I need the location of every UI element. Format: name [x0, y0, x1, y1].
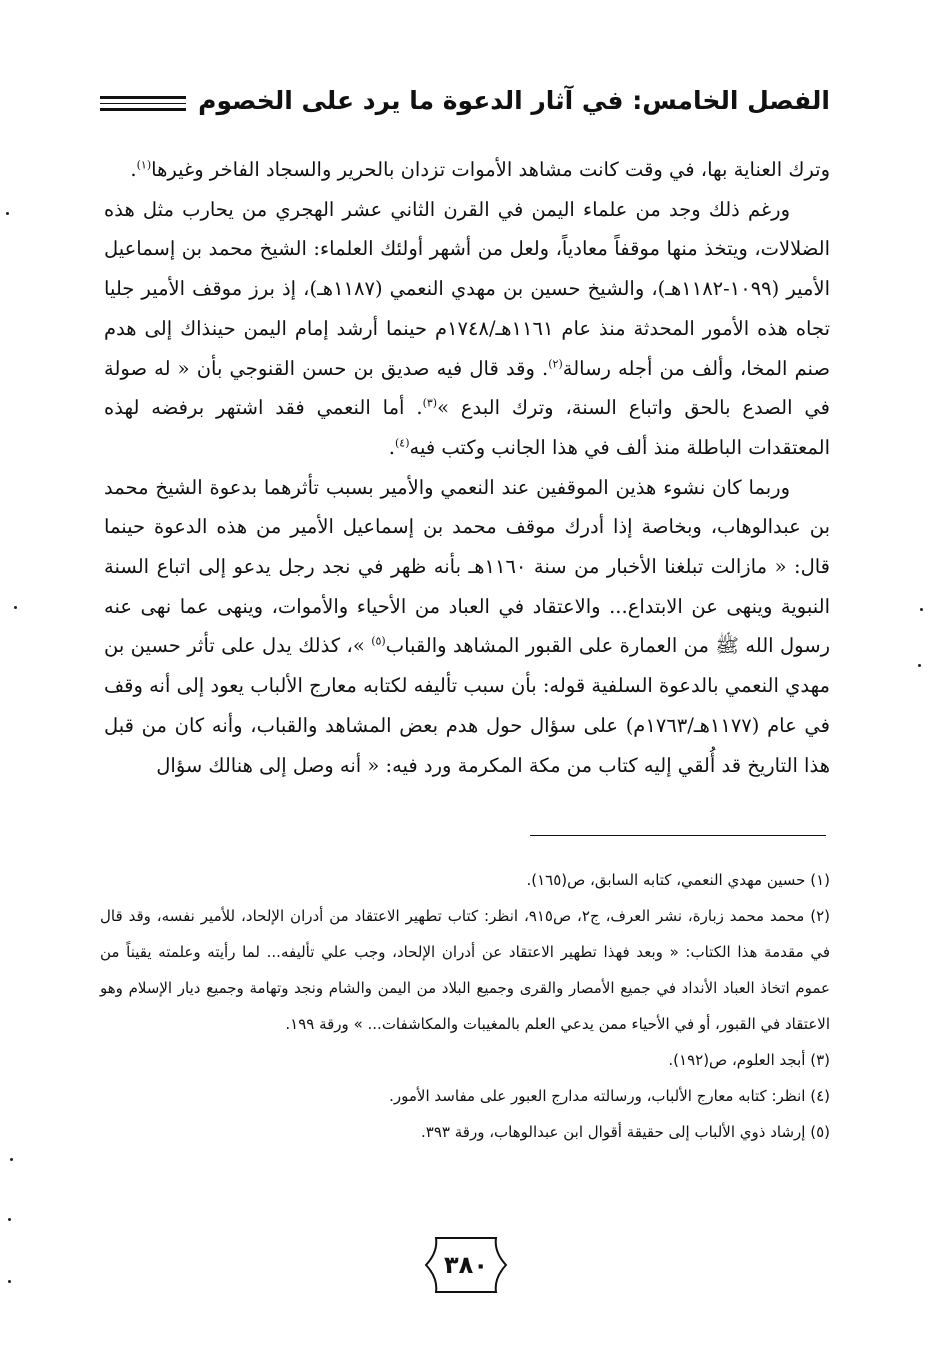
footnote-2	[100, 898, 830, 1042]
paragraph-2	[104, 190, 830, 468]
scan-speck	[918, 664, 921, 667]
footnote-number: (٢)	[810, 907, 830, 925]
page-number-ornament	[424, 1234, 508, 1296]
footnote-ref: (١)	[136, 158, 152, 172]
footnote-number: (١)	[810, 871, 830, 889]
footnotes	[100, 862, 830, 1150]
header-double-rule	[100, 96, 186, 111]
paragraph-text: »، كذلك يدل على تأثر حسين بن مهدي النعمي بالدعوة السلفية قوله: بأن سبب تأليفه لكتابه معارج الألباب يعود إلى أنه وقف في عام (١١٧٧هـ/١٧٦٣م) على سؤال حول هدم بعض المشاهد والقباب، وأنه كان من قبل هذا التاريخ قد أُلقي إليه كتاب من مكة المكرمة ورد فيه: « أنه وصل إلى هنالك سؤال	[103, 634, 830, 777]
footnote-number: (٤)	[810, 1087, 830, 1105]
paragraph-text: وترك العناية بها، في وقت كانت مشاهد الأموات تزدان بالحرير والسجاد الفاخر وغيرها	[151, 158, 830, 181]
paragraph-text: وربما كان نشوء هذين الموقفين عند النعمي والأمير بسبب تأثرهما بدعوة الشيخ محمد بن عبدالوهاب، وبخاصة إذا أدرك موقف محمد بن إسماعيل الأمير من هذه الدعوة حينما قال: « مازالت تبلغنا الأخبار من سنة ١١٦٠هـ بأنه ظهر في نجد رجل يدعو إلى اتباع السنة النبوية وينهى عن الابتداع... والاعتقاد في العباد من الأحياء والأموات، وينهى عما نهى عنه رسول الله ﷺ من العمارة على القبور المشاهد والقباب	[104, 475, 831, 658]
chapter-title: الفصل الخامس: في آثار الدعوة ما يرد على الخصوم	[198, 85, 830, 115]
footnote-separator	[530, 835, 826, 836]
footnote-5	[100, 1114, 830, 1150]
scan-speck	[6, 212, 9, 215]
footnote-number: (٣)	[810, 1051, 830, 1069]
paragraph-text: ورغم ذلك وجد من علماء اليمن في القرن الثاني عشر الهجري من يحارب مثل هذه الضلالات، ويتخذ منها موقفاً معادياً، ولعل من أشهر أولئك العلماء: الشيخ محمد بن إسماعيل الأمير (١٠٩٩-١١٨٢هـ)، والشيخ حسين بن مهدي النعمي (١١٨٧هـ)، إذ برز موقف الأمير جليا تجاه هذه الأمور المحدثة منذ عام ١١٦١هـ/١٧٤٨م حينما أرشد إمام اليمن حينذاك إلى هدم صنم المخا، وألف من أجله رسالة	[104, 197, 831, 380]
footnote-1	[100, 862, 830, 898]
page-number: ٣٨٠	[444, 1251, 488, 1279]
paragraph-text: . وقد قال فيه صديق بن حسن القنوجي بأن « له صولة في الصدع بالحق واتباع السنة، وترك البدع »	[104, 356, 830, 420]
footnote-text: حسين مهدي النعمي، كتابه السابق، ص(١٦٥).	[526, 871, 806, 889]
scan-speck	[8, 1280, 11, 1283]
footnote-text: محمد محمد زبارة، نشر العرف، ج٢، ص٩١٥، انظر: كتاب تطهير الاعتقاد من أدران الإلحاد، للأمير نفسه، وقد قال في مقدمة هذا الكتاب: « وبعد فهذا تطهير الاعتقاد عن أدران الإلحاد، وجب علي تأليفه... لما رأيته وعلمته يقيناً من عموم اتخاذ العباد الأنداد في جميع الأمصار والقرى وجميع البلاد من اليمن والشام ونجد وتهامة وجميع ديار الإسلام وهو الاعتقاد في القبور، أو في الأحياء ممن يدعي العلم بالمغيبات والمكاشفات... » ورقة ١٩٩.	[100, 907, 830, 1033]
paragraph-text: . أما النعمي فقد اشتهر برفضه لهذه المعتقدات الباطلة منذ ألف في هذا الجانب وكتب فيه	[104, 396, 830, 459]
paragraph-text: .	[388, 435, 395, 459]
footnote-number: (٥)	[810, 1123, 830, 1141]
scan-speck	[14, 606, 17, 609]
footnote-3	[100, 1042, 830, 1078]
footnote-ref: (٤)	[395, 436, 410, 450]
footnote-text: انظر: كتابه معارج الألباب، ورسالته مدارج العبور على مفاسد الأمور.	[389, 1087, 806, 1105]
footnote-ref: (٢)	[548, 357, 563, 371]
paragraph-1	[104, 150, 830, 190]
footnote-ref: (٥)	[371, 634, 386, 648]
chapter-header	[100, 78, 830, 122]
scan-speck	[10, 1158, 13, 1161]
footnote-text: أبجد العلوم، ص(١٩٢).	[668, 1051, 806, 1069]
footnote-ref: (٣)	[422, 396, 438, 410]
paragraph-text: .	[130, 158, 137, 181]
main-text	[104, 150, 830, 785]
footnote-4	[100, 1078, 830, 1114]
paragraph-3	[104, 468, 830, 786]
footnote-text: إرشاد ذوي الألباب إلى حقيقة أقوال ابن عبدالوهاب، ورقة ٣٩٣.	[421, 1123, 806, 1141]
scan-speck	[8, 1218, 11, 1221]
scan-speck	[920, 608, 923, 611]
